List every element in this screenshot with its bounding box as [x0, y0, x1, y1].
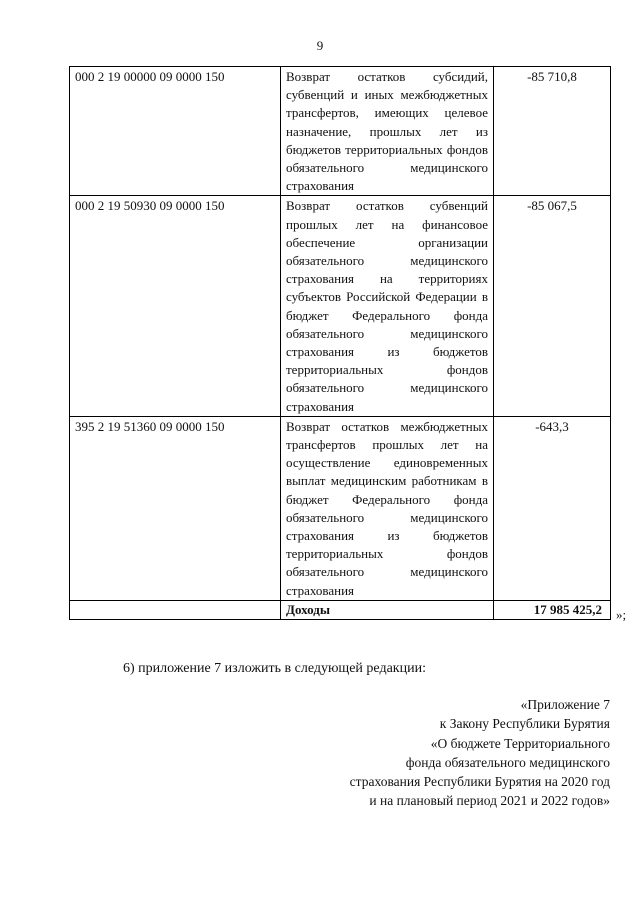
closing-quote-mark: »;: [616, 607, 627, 622]
budget-table: [69, 66, 611, 620]
row-amount: -643,3: [494, 416, 611, 600]
appendix-line: страхования Республики Бурятия на 2020 год: [349, 774, 610, 790]
row-amount: -85 067,5: [494, 196, 611, 416]
table-row: [70, 196, 611, 416]
table-row: [70, 67, 611, 196]
appendix-header: [270, 695, 610, 811]
appendix-title: «Приложение 7: [520, 697, 610, 712]
table-row: [70, 416, 611, 600]
budget-code: 395 2 19 51360 09 0000 150: [70, 416, 281, 600]
row-description: Возврат остатков межбюджетных трансфертов прошлых лет на осуществление единовременных выплат медицинским работникам в бюджет Федерального фонда обязательного медицинского страхования из бюджетов территориальных фондов обязательного медицинского страхования: [281, 416, 494, 600]
row-description: Возврат остатков субсидий, субвенций и иных межбюджетных трансфертов, имеющих целевое назначение, прошлых лет из бюджетов территориальных фондов обязательного медицинского страхования: [281, 67, 494, 196]
total-amount: 17 985 425,2: [494, 600, 611, 619]
total-label: Доходы: [281, 600, 494, 619]
page-number: 9: [316, 38, 324, 53]
row-amount: -85 710,8: [494, 67, 611, 196]
budget-code: 000 2 19 50930 09 0000 150: [70, 196, 281, 416]
total-row: [70, 600, 611, 619]
appendix-line: «О бюджете Территориального: [430, 735, 610, 751]
budget-code: 000 2 19 00000 09 0000 150: [70, 67, 281, 196]
appendix-line: к Закону Республики Бурятия: [439, 716, 610, 732]
empty-cell: [70, 600, 281, 619]
appendix-line: фонда обязательного медицинского: [405, 754, 610, 770]
row-description: Возврат остатков субвенций прошлых лет на финансовое обеспечение организации обязательного медицинского страхования на территориях субъектов Российской Федерации в бюджет Федерального фонда обязательного медицинского страхования из бюджетов территориальных фондов обязательного медицинского страхования: [281, 196, 494, 416]
appendix-line: и на плановый период 2021 и 2022 годов»: [369, 793, 610, 809]
amendment-paragraph: 6) приложение 7 изложить в следующей редакции:: [123, 661, 426, 676]
